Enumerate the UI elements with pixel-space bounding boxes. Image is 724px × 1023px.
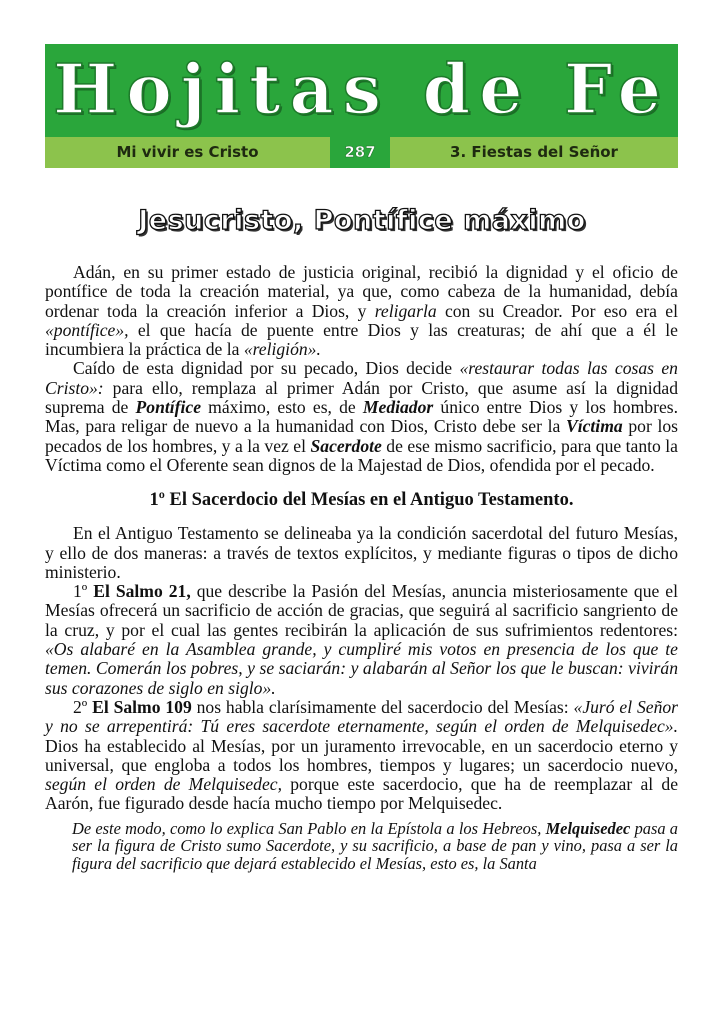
document-body [45,263,678,872]
note-paragraph [72,820,678,873]
text-run: máximo, esto es, de [201,397,363,418]
paragraph [45,582,678,698]
issue-number: 287 [330,137,390,168]
document-title: Jesucristo, Pontífice máximo [138,205,586,236]
masthead-subbar [45,137,678,168]
masthead [45,44,678,168]
text-run: con su Creador. Por eso era el [436,300,678,321]
text-run: religarla [374,300,437,321]
section-paragraphs [45,524,678,813]
paragraph [45,359,678,475]
text-run: Sacerdote [310,435,382,456]
paragraph [45,524,678,582]
text-run: «restaurar todas las cosas en Cristo»: [45,358,678,398]
paragraph [45,698,678,814]
text-run: por los pecados de los hombres, y a la vez el [45,416,679,456]
publication-title: Hojitas de Fe [53,50,670,130]
text-run: Mediador [362,397,434,418]
text-run: El Salmo 109 [92,696,192,717]
text-run: «Os alabaré en la Asamblea grande, y cumpliré mis votos en presencia de los que te temen. Comerán los pobres, y se saciarán: y alabarán al Señor los que le buscan: vivirán sus corazones de siglo en siglo». [45,639,678,698]
text-run: El Salmo 21, [93,581,191,602]
text-run: En el Antiguo Testamento se delineaba ya la condición sacerdotal del futuro Mesías, y ello de dos maneras: a través de textos explícitos, y mediante figuras o tipos de dicho ministerio. [45,523,678,582]
text-run: pasa a ser la figura de Cristo sumo Sacerdote, y su sacrificio, a base de pan y vino, pasa a ser la figura del sacrificio que dejará establecido el Mesías, esto es, la Santa [72,818,679,873]
text-run: «pontífice», [45,319,129,340]
text-run: «Juró el Señor y no se arrepentirá: Tú eres sacerdote eternamente, según el orden de Melquisedec». [45,696,679,737]
text-run: Melquisedec [545,818,631,838]
text-run: Pontífice [135,397,202,418]
text-run: que describe la Pasión del Mesías, anuncia misteriosamente que el Mesías ofrecerá un sacrificio de acción de gracias, que seguirá al sacrificio sangriento de la cruz, y por el cual las gentes recibirán la aplicación de sus sufrimientos redentores: [45,581,678,640]
text-run: Víctima [565,416,623,437]
text-run: Caído de esta dignidad por su pecado, Dios decide [73,358,460,379]
text-run: 2º [73,696,93,717]
section-heading: 1º El Sacerdocio del Mesías en el Antiguo Testamento. [149,490,574,511]
text-run: único entre Dios y los hombres. Mas, para religar de nuevo a la humanidad con Dios, Cristo debe ser la [45,397,678,437]
text-run: nos habla clarísimamente del sacerdocio del Mesías: [191,696,574,717]
text-run: según el orden de Melquisedec, [45,774,282,795]
text-run: para ello, remplaza al primer Adán por Cristo, que asume así la dignidad suprema de [45,377,678,418]
text-run: «religión». [243,339,321,360]
text-run: el que hacía de puente entre Dios y las creaturas; de ahí que a él le incumbiera la práctica de la [45,319,678,360]
intro-paragraphs [45,263,678,475]
text-run: De este modo, como lo explica San Pablo en la Epístola a los Hebreos, [72,818,546,838]
series-label: Mi vivir es Cristo [116,143,259,161]
text-run: de ese mismo sacrificio, para que tanto la Víctima como el Oferente sean dignos de la Majestad de Dios, ofendida por el pecado. [45,435,678,475]
text-run: Adán, en su primer estado de justicia original, recibió la dignidad y el oficio de pontífice de toda la creación material, ya que, como cabeza de la humanidad, debía ordenar toda la creación inferior a Dios, y [45,262,678,321]
text-run: porque este sacerdocio, que ha de reemplazar al de Aarón, fue figurado desde hacía mucho tiempo por Melquisedec. [45,774,679,814]
text-run: Dios ha establecido al Mesías, por un juramento irrevocable, en un sacerdocio eterno y universal, que engloba a todos los hombres, tiempos y lugares; un sacerdocio nuevo, [45,735,678,775]
text-run: 1º [73,581,94,602]
paragraph [45,263,678,359]
section-label: 3. Fiestas del Señor [450,143,618,161]
